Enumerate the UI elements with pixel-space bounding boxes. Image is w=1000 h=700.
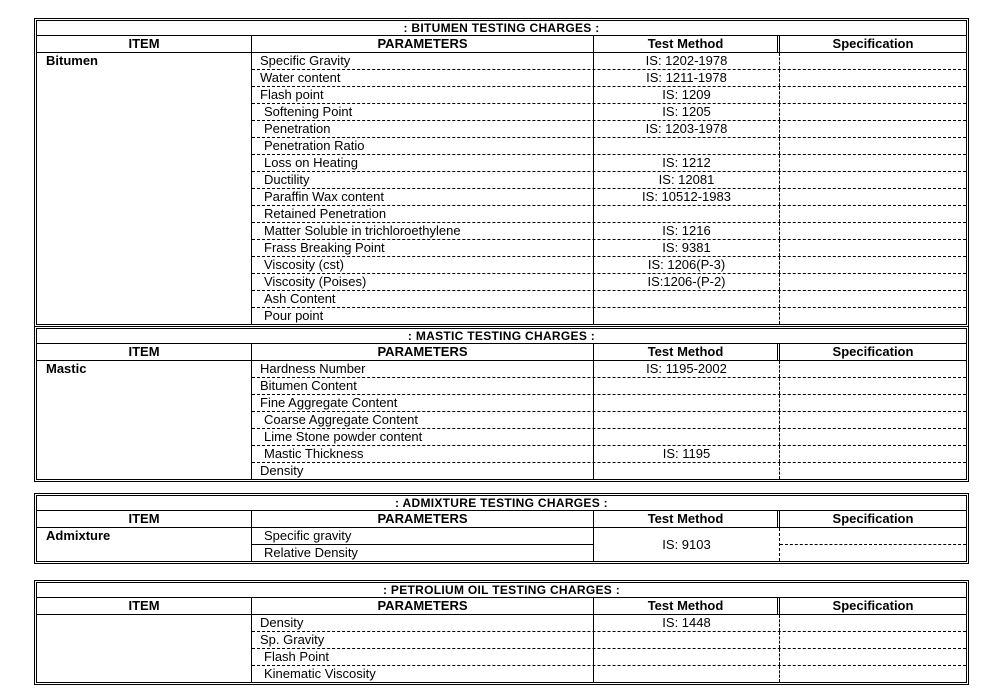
test-method-cell: IS: 1195-2002 <box>594 361 780 377</box>
table-row <box>252 428 966 445</box>
test-method-cell <box>594 308 780 324</box>
specification-cell <box>780 240 966 256</box>
specification-cell <box>780 308 966 324</box>
parameter-cell: Density <box>252 463 594 479</box>
table-row <box>252 665 966 682</box>
parameter-cell: Lime Stone powder content <box>252 429 594 445</box>
table-row <box>252 394 966 411</box>
item-cell: Admixture <box>37 528 252 561</box>
admixture-table <box>34 493 969 564</box>
header-specification: Specification <box>832 36 914 51</box>
admixture-table-title: : ADMIXTURE TESTING CHARGES : <box>37 496 966 511</box>
bitumen-header-row <box>37 36 966 53</box>
test-method-cell: IS: 1216 <box>594 223 780 239</box>
header-item: ITEM <box>37 511 252 527</box>
test-method-cell <box>594 429 780 445</box>
test-method-cell <box>594 412 780 428</box>
table-row <box>252 205 966 222</box>
parameter-cell: Flash Point <box>252 649 594 665</box>
parameter-cell: Viscosity (Poises) <box>252 274 594 290</box>
specification-cell <box>780 172 966 188</box>
parameter-cell: Water content <box>252 70 594 86</box>
table-row <box>252 239 966 256</box>
test-method-cell: IS: 1212 <box>594 155 780 171</box>
specification-cell <box>780 138 966 154</box>
petroleum-oil-table-title: : PETROLIUM OIL TESTING CHARGES : <box>37 583 966 598</box>
table-row <box>252 615 966 631</box>
header-specification: Specification <box>832 598 914 613</box>
parameter-cell: Frass Breaking Point <box>252 240 594 256</box>
parameter-cell: Specific gravity <box>264 528 352 543</box>
header-specification: Specification <box>832 344 914 359</box>
header-parameters: PARAMETERS <box>252 598 594 614</box>
table-row <box>252 361 966 377</box>
table-row <box>252 103 966 120</box>
header-parameters: PARAMETERS <box>252 36 594 52</box>
header-parameters: PARAMETERS <box>252 511 594 527</box>
test-method-cell: IS: 1209 <box>594 87 780 103</box>
test-method-cell <box>594 378 780 394</box>
admixture-parameters <box>252 528 594 561</box>
mastic-table <box>34 326 969 482</box>
specification-cell <box>780 666 966 682</box>
parameter-cell: Penetration <box>252 121 594 137</box>
header-test-method: Test Method <box>594 511 780 527</box>
parameter-cell: Flash point <box>252 87 594 103</box>
table-row <box>252 377 966 394</box>
header-test-method: Test Method <box>594 598 780 614</box>
specification-cell <box>780 412 966 428</box>
specification-cell <box>780 53 966 69</box>
specification-cell <box>780 361 966 377</box>
parameter-cell: Sp. Gravity <box>252 632 594 648</box>
specification-cell <box>780 87 966 103</box>
specification-cell <box>780 446 966 462</box>
test-method-cell <box>594 206 780 222</box>
parameter-cell: Bitumen Content <box>252 378 594 394</box>
table-row <box>252 256 966 273</box>
item-cell: Mastic <box>37 361 252 479</box>
table-row <box>252 290 966 307</box>
test-method-cell: IS: 1448 <box>594 615 780 631</box>
specification-cell <box>780 206 966 222</box>
bitumen-table <box>34 18 969 327</box>
test-method-cell: IS: 12081 <box>594 172 780 188</box>
specification-cell <box>780 528 966 561</box>
test-method-cell: IS:1206-(P-2) <box>594 274 780 290</box>
parameter-cell: Density <box>252 615 594 631</box>
test-method-cell <box>594 649 780 665</box>
specification-cell <box>780 463 966 479</box>
petroleum-oil-table <box>34 580 969 685</box>
parameter-cell: Softening Point <box>252 104 594 120</box>
bitumen-rows <box>252 53 966 324</box>
table-row <box>252 86 966 103</box>
header-test-method: Test Method <box>594 36 780 52</box>
mastic-header-row <box>37 344 966 361</box>
parameter-cell: Relative Density <box>264 545 358 560</box>
mastic-table-title: : MASTIC TESTING CHARGES : <box>37 329 966 344</box>
test-method-cell: IS: 9103 <box>594 528 780 561</box>
test-method-cell <box>594 291 780 307</box>
header-test-method: Test Method <box>594 344 780 360</box>
specification-cell <box>780 223 966 239</box>
test-method-cell <box>594 666 780 682</box>
parameter-cell: Matter Soluble in trichloroethylene <box>252 223 594 239</box>
table-row <box>252 53 966 69</box>
parameter-cell: Hardness Number <box>252 361 594 377</box>
test-method-cell <box>594 632 780 648</box>
parameter-cell: Mastic Thickness <box>252 446 594 462</box>
bitumen-table-title: : BITUMEN TESTING CHARGES : <box>37 21 966 36</box>
test-method-cell: IS: 1205 <box>594 104 780 120</box>
table-row <box>252 631 966 648</box>
header-item: ITEM <box>37 36 252 52</box>
specification-cell <box>780 155 966 171</box>
table-row <box>252 445 966 462</box>
parameter-cell: Viscosity (cst) <box>252 257 594 273</box>
parameter-cell: Ash Content <box>252 291 594 307</box>
header-parameters: PARAMETERS <box>252 344 594 360</box>
table-row <box>252 411 966 428</box>
specification-cell <box>780 429 966 445</box>
table-row <box>252 188 966 205</box>
specification-cell <box>780 378 966 394</box>
petroleum-rows <box>252 615 966 682</box>
specification-cell <box>780 104 966 120</box>
parameter-cell: Ductility <box>252 172 594 188</box>
parameter-cell: Fine Aggregate Content <box>252 395 594 411</box>
test-method-cell: IS: 10512-1983 <box>594 189 780 205</box>
test-method-cell: IS: 1206(P-3) <box>594 257 780 273</box>
admixture-rows <box>252 528 966 561</box>
header-item: ITEM <box>37 598 252 614</box>
table-row <box>252 273 966 290</box>
item-cell <box>37 615 252 682</box>
test-method-cell: IS: 9381 <box>594 240 780 256</box>
specification-cell <box>780 189 966 205</box>
specification-cell <box>780 615 966 631</box>
parameter-cell: Specific Gravity <box>252 53 594 69</box>
test-method-cell <box>594 463 780 479</box>
specification-cell <box>780 395 966 411</box>
mastic-rows <box>252 361 966 479</box>
test-method-cell: IS: 1203-1978 <box>594 121 780 137</box>
table-row <box>252 462 966 479</box>
specification-cell <box>780 70 966 86</box>
table-row <box>252 120 966 137</box>
parameter-cell: Pour point <box>252 308 594 324</box>
specification-cell <box>780 274 966 290</box>
specification-cell <box>780 291 966 307</box>
parameter-cell: Kinematic Viscosity <box>252 666 594 682</box>
test-method-cell <box>594 395 780 411</box>
item-cell: Bitumen <box>37 53 252 324</box>
table-row <box>252 648 966 665</box>
table-row <box>252 137 966 154</box>
test-method-cell <box>594 138 780 154</box>
parameter-cell: Retained Penetration <box>252 206 594 222</box>
table-row <box>252 171 966 188</box>
parameter-cell: Coarse Aggregate Content <box>252 412 594 428</box>
table-row <box>252 154 966 171</box>
specification-cell <box>780 257 966 273</box>
specification-cell <box>780 649 966 665</box>
table-row <box>252 222 966 239</box>
parameter-cell: Paraffin Wax content <box>252 189 594 205</box>
parameter-cell: Penetration Ratio <box>252 138 594 154</box>
header-item: ITEM <box>37 344 252 360</box>
specification-cell <box>780 121 966 137</box>
test-method-cell: IS: 1195 <box>594 446 780 462</box>
admixture-header-row <box>37 511 966 528</box>
table-row <box>252 307 966 324</box>
petroleum-header-row <box>37 598 966 615</box>
test-method-cell: IS: 1202-1978 <box>594 53 780 69</box>
header-specification: Specification <box>832 511 914 526</box>
parameter-cell: Loss on Heating <box>252 155 594 171</box>
specification-cell <box>780 632 966 648</box>
table-row <box>252 69 966 86</box>
test-method-cell: IS: 1211-1978 <box>594 70 780 86</box>
